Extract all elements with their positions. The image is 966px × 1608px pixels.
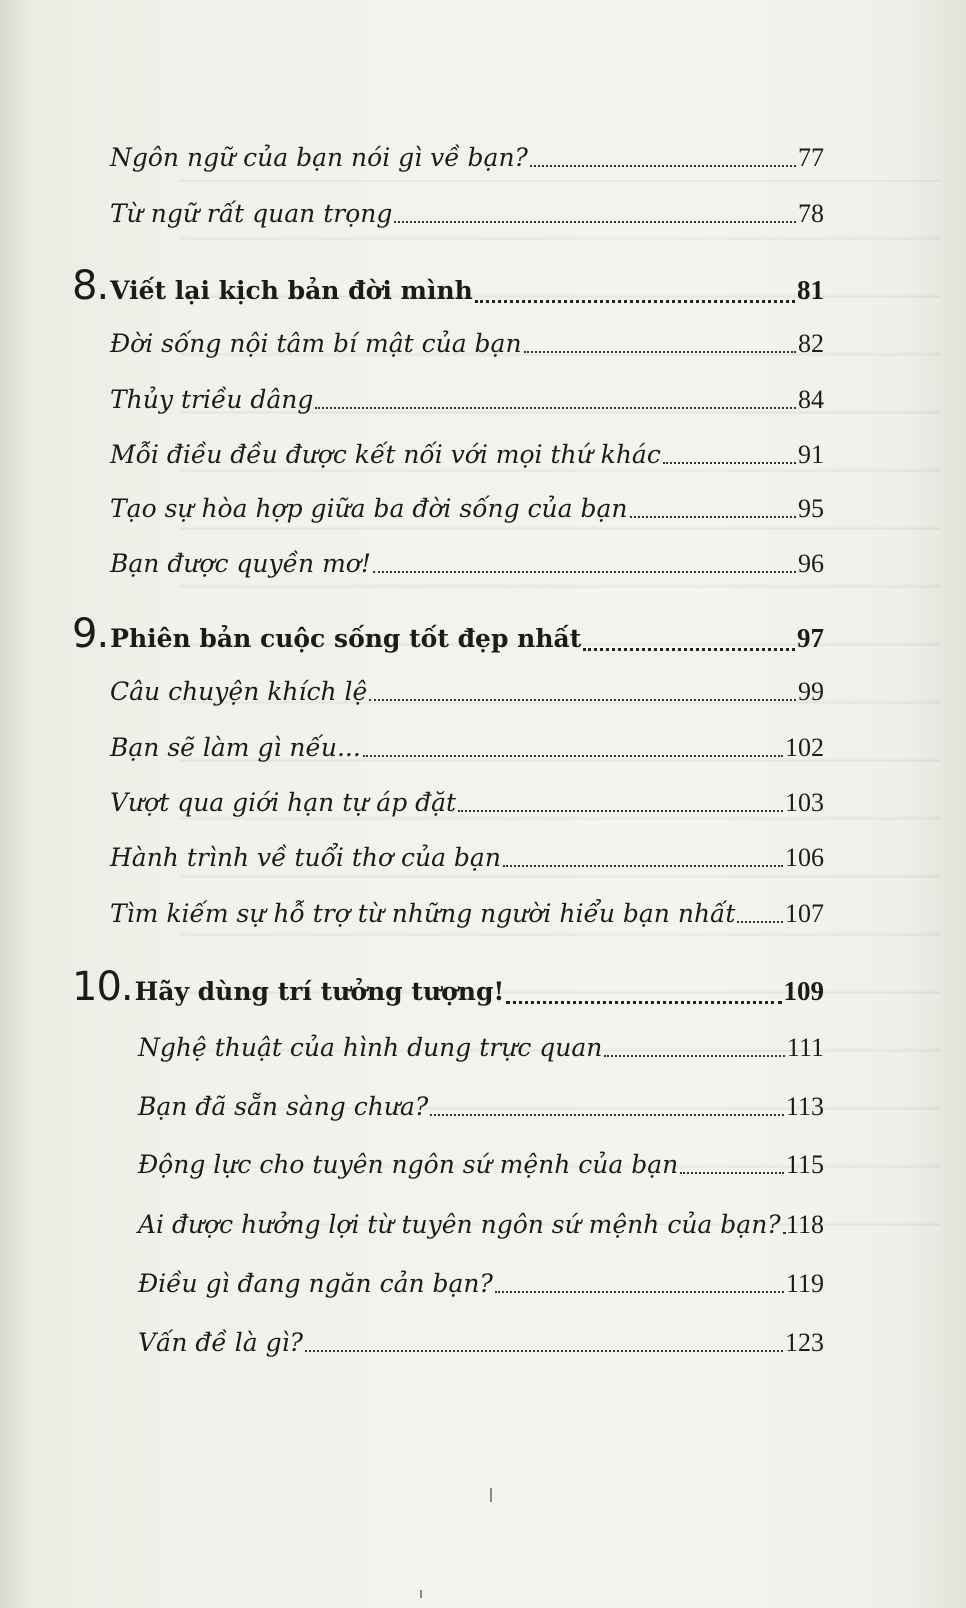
chapter-page: 109: [783, 976, 824, 1006]
dot-leader: [475, 300, 795, 303]
entry-title: Bạn sẽ làm gì nếu...: [110, 733, 361, 762]
dot-leader: [604, 1055, 785, 1057]
toc-entry: [138, 1092, 824, 1122]
dot-leader: [680, 1172, 784, 1174]
entry-page: 115: [785, 1150, 824, 1179]
print-speck: [420, 1590, 422, 1598]
chapter-page: 97: [797, 623, 824, 653]
entry-page: 82: [798, 329, 824, 358]
entry-page: 107: [785, 899, 824, 928]
entry-title: Đời sống nội tâm bí mật của bạn: [110, 329, 522, 358]
entry-title: Vấn đề là gì?: [138, 1328, 304, 1357]
toc-entry: [110, 199, 824, 229]
entry-page: 119: [785, 1269, 824, 1298]
dot-leader: [305, 1350, 783, 1352]
entry-title: Hành trình về tuổi thơ của bạn: [110, 843, 501, 872]
toc-entry: [110, 788, 824, 818]
chapter-title: Viết lại kịch bản đời mình: [110, 276, 473, 305]
entry-title: Từ ngữ rất quan trọng: [110, 199, 393, 228]
toc-entry: [110, 329, 824, 359]
entry-title: Ngôn ngữ của bạn nói gì về bạn?: [110, 143, 528, 172]
toc-entry: [110, 385, 824, 415]
entry-page: 96: [798, 549, 824, 578]
dot-leader: [363, 755, 783, 757]
entry-page: 77: [798, 143, 824, 172]
entry-title: Thủy triều dâng: [110, 385, 314, 414]
entry-page: 99: [798, 677, 824, 706]
dot-leader: [369, 699, 796, 701]
entry-title: Bạn đã sẵn sàng chưa?: [138, 1092, 429, 1121]
toc-chapter: [72, 611, 824, 657]
toc-entry: [110, 494, 824, 524]
chapter-title: Hãy dùng trí tưởng tượng!: [134, 977, 505, 1006]
entry-title: Vượt qua giới hạn tự áp đặt: [110, 788, 457, 817]
toc-entry: [110, 899, 824, 929]
dot-leader: [394, 221, 796, 223]
print-speck: [490, 1488, 492, 1502]
dot-leader: [583, 648, 795, 651]
dot-leader: [630, 516, 796, 518]
dot-leader: [458, 810, 783, 812]
entry-title: Câu chuyện khích lệ: [110, 677, 368, 706]
toc-entry: [110, 143, 824, 173]
entry-title: Mỗi điều đều được kết nối với mọi thứ khác: [110, 440, 661, 469]
dot-leader: [530, 165, 796, 167]
entry-title: Ai được hưởng lợi từ tuyên ngôn sứ mệnh của bạn?: [138, 1210, 781, 1239]
dot-leader: [506, 1001, 781, 1004]
dot-leader: [524, 351, 796, 353]
toc-entry: [138, 1269, 824, 1299]
toc-chapter: [72, 964, 824, 1010]
toc-entry: [110, 733, 824, 763]
toc-chapter: [72, 263, 824, 309]
entry-page: 84: [798, 385, 824, 414]
entry-page: 103: [785, 788, 824, 817]
toc-entry: [110, 677, 824, 707]
toc-entry: [138, 1033, 824, 1063]
dot-leader: [430, 1114, 784, 1116]
entry-page: 113: [785, 1092, 824, 1121]
entry-page: 91: [798, 440, 824, 469]
toc-entry: [138, 1328, 824, 1358]
toc-entry: [110, 549, 824, 579]
chapter-number: 8.: [72, 263, 109, 309]
toc-entry: [138, 1210, 824, 1240]
toc-entry: [138, 1150, 824, 1180]
toc-entry: [110, 843, 824, 873]
chapter-page: 81: [797, 275, 824, 305]
entry-page: 102: [785, 733, 824, 762]
entry-title: Nghệ thuật của hình dung trực quan: [138, 1033, 603, 1062]
chapter-title: Phiên bản cuộc sống tốt đẹp nhất: [110, 624, 582, 653]
entry-page: 106: [785, 843, 824, 872]
entry-title: Tạo sự hòa hợp giữa ba đời sống của bạn: [110, 494, 628, 523]
entry-page: 123: [785, 1328, 824, 1357]
dot-leader: [737, 921, 783, 923]
dot-leader: [315, 407, 796, 409]
entry-page: 95: [798, 494, 824, 523]
entry-title: Bạn được quyền mơ!: [110, 549, 371, 578]
dot-leader: [373, 571, 796, 573]
dot-leader: [495, 1291, 784, 1293]
chapter-number: 9.: [72, 611, 109, 657]
dot-leader: [783, 1232, 784, 1234]
chapter-number: 10.: [72, 964, 133, 1010]
dot-leader: [663, 462, 796, 464]
entry-title: Động lực cho tuyên ngôn sứ mệnh của bạn: [138, 1150, 679, 1179]
entry-page: 111: [786, 1033, 824, 1062]
toc-entry: [110, 440, 824, 470]
entry-title: Điều gì đang ngăn cản bạn?: [138, 1269, 493, 1298]
dot-leader: [503, 865, 783, 867]
entry-page: 118: [785, 1210, 824, 1239]
entry-page: 78: [798, 199, 824, 228]
entry-title: Tìm kiếm sự hỗ trợ từ những người hiểu bạn nhất: [110, 899, 736, 928]
